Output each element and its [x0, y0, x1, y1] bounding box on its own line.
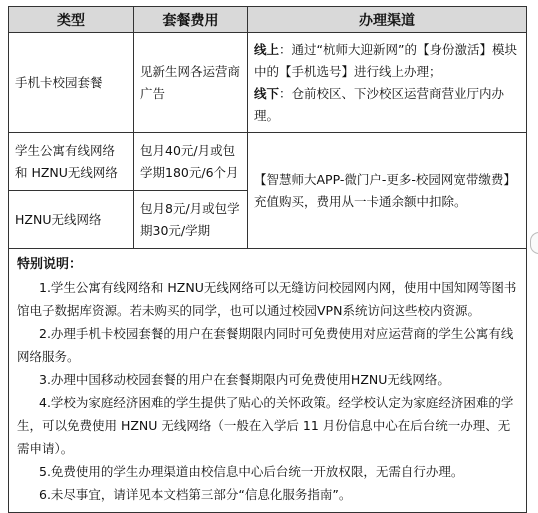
table-row: [9, 133, 527, 191]
cell-type-3: HZNU无线网络: [9, 191, 134, 249]
offline-text: ：仓前校区、下沙校区运营商营业厅内办理。: [254, 85, 505, 123]
offline-label: 线下: [254, 85, 280, 101]
cell-channel-2-3: 【智慧师大APP-微门户-更多-校园网宽带缴费】充值购买，费用从一卡通余额中扣除。: [248, 133, 527, 249]
cell-fee-3: 包月8元/月或包学期30元/学期: [134, 191, 248, 249]
cell-fee-1: 见新生网各运营商广告: [134, 33, 248, 133]
notes-cell: [9, 249, 527, 513]
note-item: 1.学生公寓有线网络和 HZNU无线网络可以无缝访问校园网内网，使用中国知网等图书馆电子数据库资源。若未购买的同学，也可以通过校园VPN系统访问这些校内资源。: [17, 280, 517, 318]
cell-type-2: 学生公寓有线网络和 HZNU无线网络: [9, 133, 134, 191]
online-text: ：通过“杭师大迎新网”的【身份激活】模块中的【手机选号】进行线上办理；: [254, 41, 517, 79]
table-row: [9, 33, 527, 133]
header-type: 类型: [9, 7, 134, 33]
online-label: 线上: [254, 41, 280, 57]
offline-channel: [254, 83, 520, 127]
cell-type-1: 手机卡校园套餐: [9, 33, 134, 133]
notes-row: [9, 249, 527, 513]
note-item: 3.办理中国移动校园套餐的用户在套餐期限内可免费使用HZNU无线网络。: [39, 372, 450, 387]
header-row: [9, 7, 527, 33]
online-channel: [254, 39, 520, 83]
cell-channel-1: [248, 33, 527, 133]
header-fee: 套餐费用: [134, 7, 248, 33]
notes-title: 特别说明：: [17, 257, 83, 272]
note-item: 6.未尽事宜，请详见本文档第三部分“信息化服务指南”。: [39, 487, 352, 502]
document-page: [8, 6, 526, 513]
header-channel: 办理渠道: [248, 7, 527, 33]
cell-fee-2: 包月40元/月或包学期180元/6个月: [134, 133, 248, 191]
note-item: 5.免费使用的学生办理渠道由校信息中心后台统一开放权限，无需自行办理。: [39, 464, 464, 479]
note-item: 2.办理手机卡校园套餐的用户在套餐期限内同时可免费使用对应运营商的学生公寓有线网络服务。: [17, 326, 514, 364]
note-item: 4.学校为家庭经济困难的学生提供了贴心的关怀政策。经学校认定为家庭经济困难的学生，可以免费使用 HZNU 无线网络（一般在入学后 11 月份信息中心在后台统一办理、无需申请）。: [17, 395, 514, 456]
fee-table: [8, 6, 527, 513]
side-tab-handle[interactable]: [530, 232, 538, 254]
